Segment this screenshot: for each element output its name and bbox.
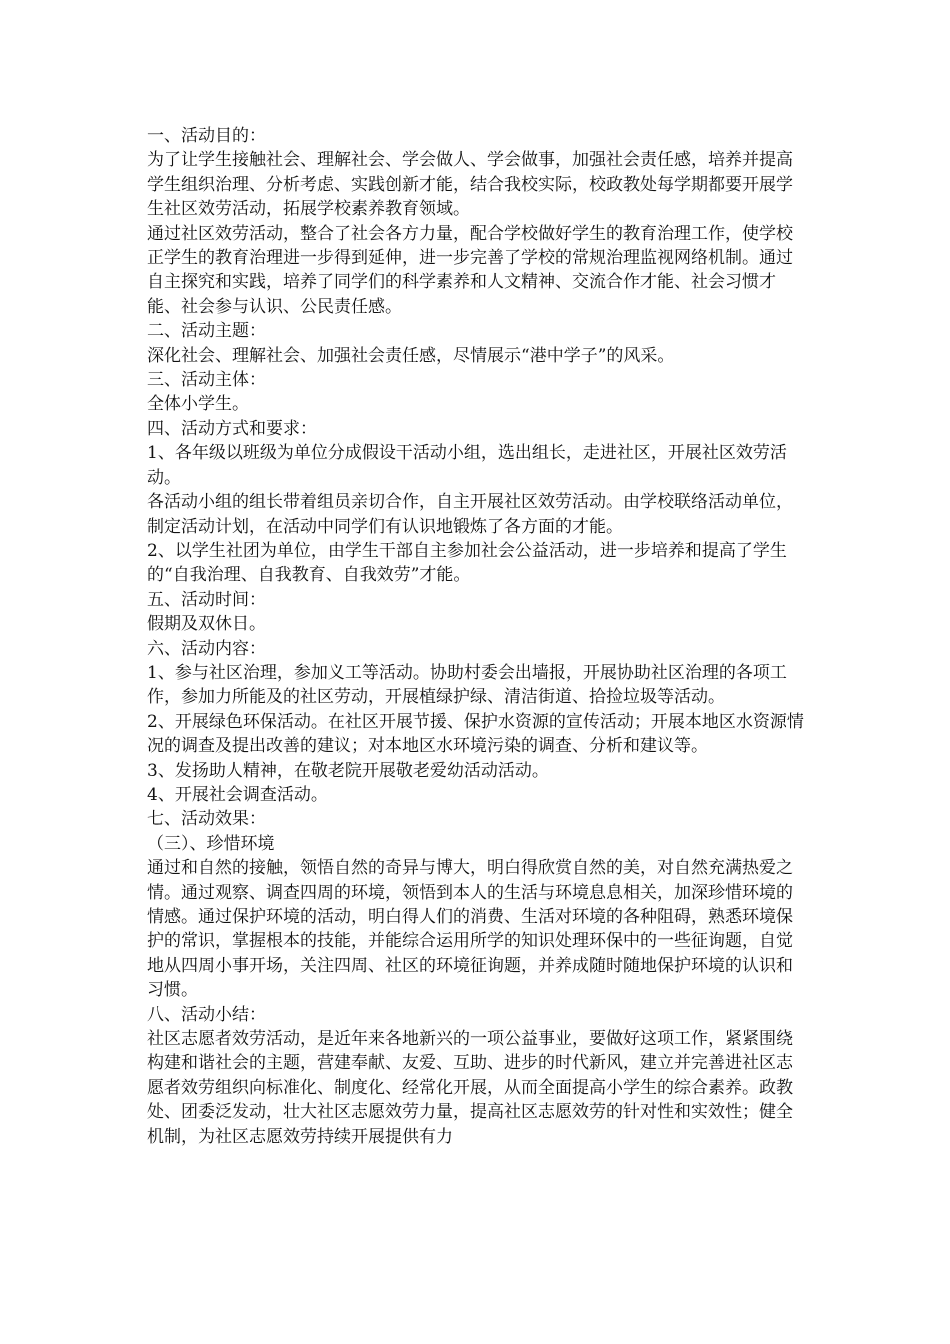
paragraph: 通过社区效劳活动，整合了社会各方力量，配合学校做好学生的教育治理工作，使学校正学生的教育治理进一步得到延伸，进一步完善了学校的常规治理监视网络机制。通过自主探究和实践，培养了同学们的科学素养和人文精神、交流合作才能、社会习惯才能、社会参与认识、公民责任感。 xyxy=(147,223,793,317)
paragraph: 全体小学生。 xyxy=(147,394,249,415)
paragraph: 3、发扬助人精神，在敬老院开展敬老爱幼活动活动。 xyxy=(147,760,549,781)
paragraph: 深化社会、理解社会、加强社会责任感，尽情展示“港中学子”的风采。 xyxy=(147,345,675,366)
paragraph: 2、以学生社团为单位，由学生干部自主参加社会公益活动，进一步培养和提高了学生的“自我治理、自我教育、自我效劳”才能。 xyxy=(147,540,787,586)
paragraph: 社区志愿者效劳活动，是近年来各地新兴的一项公益事业，要做好这项工作，紧紧围绕构建和谐社会的主题，营建奉献、友爱、互助、进步的时代新风，建立并完善进社区志愿者效劳组织向标准化、制度化、经常化开展，从而全面提高小学生的综合素养。政教处、团委泛发动，壮大社区志愿效劳力量，提高社区志愿效劳的针对性和实效性；健全机制，为社区志愿效劳持续开展提供有力 xyxy=(147,1029,793,1147)
paragraph: 2、开展绿色环保活动。在社区开展节援、保护水资源的宣传活动；开展本地区水资源情况的调查及提出改善的建议；对本地区水环境污染的调查、分析和建议等。 xyxy=(147,711,804,757)
paragraph: 通过和自然的接触，领悟自然的奇异与博大，明白得欣赏自然的美，对自然充满热爱之情。通过观察、调查四周的环境，领悟到本人的生活与环境息息相关，加深珍惜环境的情感。通过保护环境的活动，明白得人们的消费、生活对环境的各种阻碍，熟悉环境保护的常识，掌握根本的技能，并能综合运用所学的知识处理环保中的一些征询题，自觉地从四周小事开场，关注四周、社区的环境征询题，并养成随时随地保护环境的认识和习惯。 xyxy=(147,858,793,1001)
paragraph: 各活动小组的组长带着组员亲切合作，自主开展社区效劳活动。由学校联络活动单位，制定活动计划，在活动中同学们有认识地锻炼了各方面的才能。 xyxy=(147,492,793,537)
paragraph: 为了让学生接触社会、理解社会、学会做人、学会做事，加强社会责任感，培养并提高学生组织治理、分析考虑、实践创新才能，结合我校实际，校政教处每学期都要开展学生社区效劳活动，拓展学校素养教育领域。 xyxy=(147,150,793,220)
heading-activity-method: 四、活动方式和要求： xyxy=(147,418,317,439)
paragraph: 1、各年级以班级为单位分成假设干活动小组，选出组长，走进社区，开展社区效劳活动。 xyxy=(147,443,787,488)
heading-activity-theme: 二、活动主题： xyxy=(147,321,266,342)
heading-activity-time: 五、活动时间： xyxy=(147,589,266,610)
subheading: （三）、珍惜环境 xyxy=(147,833,275,854)
heading-activity-purpose: 一、活动目的： xyxy=(147,126,266,146)
paragraph: 1、参与社区治理，参加义工等活动。协助村委会出墙报，开展协助社区治理的各项工作，参加力所能及的社区劳动，开展植绿护绿、清洁街道、拾捡垃圾等活动。 xyxy=(147,662,787,708)
heading-activity-content: 六、活动内容： xyxy=(147,638,266,659)
heading-activity-summary: 八、活动小结： xyxy=(147,1004,266,1025)
heading-activity-effect: 七、活动效果： xyxy=(147,809,266,830)
paragraph: 4、开展社会调查活动。 xyxy=(147,784,328,805)
paragraph: 假期及双休日。 xyxy=(147,614,266,635)
heading-activity-subject: 三、活动主体： xyxy=(147,370,266,391)
document-body xyxy=(147,124,807,1149)
